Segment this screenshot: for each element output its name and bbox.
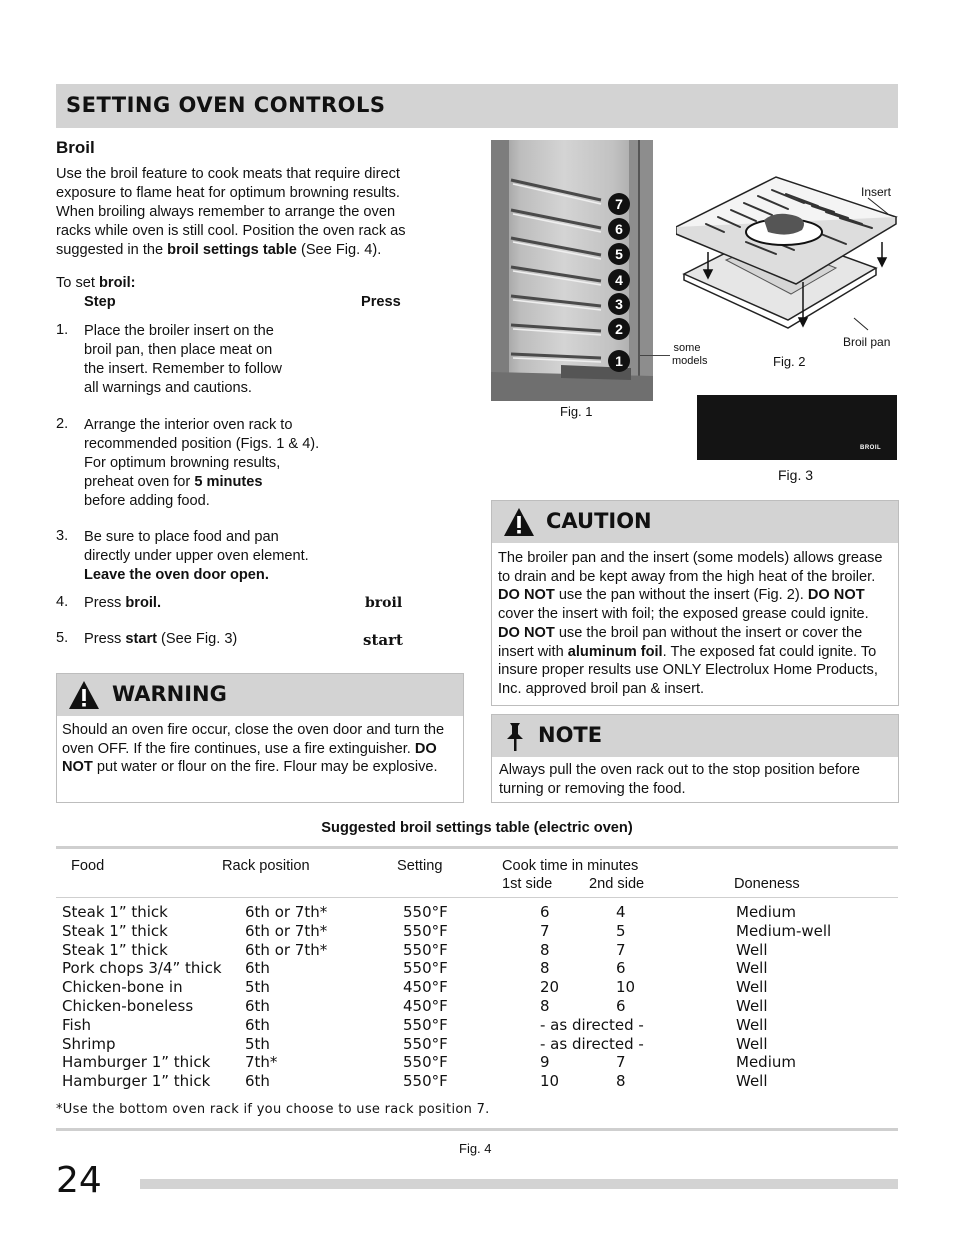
col-header-rack: Rack position [222,858,310,874]
intro-line: When broiling always remember to arrange the oven [56,204,396,220]
intro-line: exposure to flame heat for optimum browning results. [56,185,400,201]
caution-header [492,501,898,543]
warning-bold: DO NOT [62,740,437,776]
table-cell-done: Well [736,1015,768,1034]
table-row [0,903,954,922]
pushpin-icon [504,721,528,753]
table-cell-rack: 6th [245,1015,270,1034]
intro-line [56,241,436,260]
table-cell-s1: 6 [540,903,550,921]
col-header-2nd-side: 2nd side [589,876,645,892]
step-header: Step [84,294,116,310]
rack-number-badge: 5 [608,243,630,265]
caution-body: cover the insert with foil; the exposed grease could ignite. [498,606,869,623]
table-cell-rack: 7th* [245,1053,278,1072]
step-1-text [84,322,282,398]
table-cell-food: Shrimp [62,1034,116,1053]
warning-triangle-icon [67,679,101,711]
warning-body: Should an oven fire occur, close the oven door and turn the oven OFF. If the fire continues, use a fire extinguisher. [62,722,445,757]
caution-bold: DO NOT [498,587,555,604]
table-cell-s2: 10 [616,978,636,997]
warning-body: put water or flour on the fire. Flour may be explosive. [92,759,438,776]
note-text: Always pull the oven rack out to the stop position before turning or removing the food. [499,762,861,797]
table-cell-s1: 10 [540,1072,560,1091]
caution-body: The broiler pan and the insert (some models) allows grease to drain and be kept away from the high heat of the broiler. [498,550,883,585]
caution-bold: DO NOT [498,624,555,641]
step-line: before adding food. [84,493,210,509]
rack-number-badge: 6 [608,218,630,240]
table-cell-rack: 6th or 7th* [245,921,328,940]
table-cell-s1: 9 [540,1053,550,1072]
table-header-rule [56,897,898,898]
table-row [0,941,954,960]
step-text: preheat oven for [84,474,195,490]
table-cell-s1: 8 [540,959,550,978]
table-cell-rack: 6th or 7th* [245,903,328,921]
caution-body: . The exposed fat could ignite. To insure proper results use ONLY Electrolux Home Products, Inc. approved broil pan & insert. [498,643,878,697]
col-header-cook-time: Cook time in minutes [502,858,639,874]
table-cell-s1: 8 [540,997,550,1015]
step-number: 4. [56,594,69,610]
step-bold: broil. [125,595,162,611]
caution-bold: aluminum foil [567,643,663,660]
some-models-label [672,342,708,368]
oven-display-panel [697,395,897,460]
caution-body: use the broil pan without the insert or cover the insert with [498,624,863,660]
rack-number-badge: 2 [608,318,630,340]
table-cell-done: Well [736,978,768,997]
display-broil-indicator: BROIL [860,445,882,451]
table-cell-s2: 8 [616,1072,626,1091]
table-row [0,922,954,941]
caution-text [498,549,893,699]
step-number: 1. [56,322,69,338]
table-cell-done: Medium-well [736,921,832,940]
broil-heading: Broil [56,138,95,157]
caution-bold: DO NOT [807,587,865,604]
table-cell-s2: 5 [616,921,626,940]
intro-line: racks while oven is still cool. Position the oven rack as [56,223,406,239]
table-cell-food: Hamburger 1” thick [62,1072,211,1091]
caution-title: CAUTION [546,509,652,533]
page-number: 24 [56,1160,102,1201]
table-cell-s1: - as directed - [540,1034,644,1053]
table-row [0,1016,954,1035]
table-cell-s2: 7 [616,1053,626,1072]
leader-line [640,355,670,356]
broil-key: broil [365,595,403,611]
table-cell-done: Medium [736,903,796,921]
step-number: 3. [56,528,69,544]
table-cell-done: Well [736,1034,768,1053]
step-text: Press [84,595,126,611]
warning-box [56,673,464,803]
step-5-text [84,630,237,649]
note-header [492,715,898,757]
table-cell-rack: 6th [245,1072,270,1091]
intro-bold: broil settings table [167,242,297,258]
table-title: Suggested broil settings table (electric oven) [321,820,633,836]
step-line [84,473,319,492]
step-3-text [84,528,309,585]
fig-1-caption: Fig. 1 [560,404,593,419]
table-cell-setting: 550°F [403,921,448,940]
table-cell-food: Fish [62,1015,92,1034]
step-line: Place the broiler insert on the [84,323,274,339]
insert-label: Insert [861,185,892,199]
caution-triangle-icon [502,506,536,538]
fig-4-caption: Fig. 4 [459,1141,492,1156]
table-cell-done: Well [736,959,768,978]
table-row [0,1035,954,1054]
table-cell-food: Hamburger 1” thick [62,1053,211,1072]
section-header [56,84,898,128]
to-set-label [56,275,135,291]
start-key: start [363,631,403,649]
step-line: Arrange the interior oven rack to [84,417,293,433]
table-row [0,1072,954,1091]
rack-number-badge: 4 [608,269,630,291]
fig-2-caption: Fig. 2 [773,354,806,369]
broil-intro [56,165,436,260]
intro-text: suggested in the [56,242,168,258]
table-cell-food: Chicken-bone in [62,978,183,997]
oven-interior-image [491,140,653,401]
table-cell-done: Well [736,1072,768,1091]
warning-text [62,721,458,777]
step-line: all warnings and cautions. [84,380,252,396]
table-cell-s2: 6 [616,959,626,978]
to-set-text: To set [56,275,99,291]
col-header-food: Food [71,858,105,874]
table-cell-setting: 450°F [403,997,448,1015]
table-cell-setting: 550°F [403,1015,448,1034]
table-cell-food: Steak 1” thick [62,940,168,959]
table-cell-setting: 450°F [403,978,448,997]
intro-text: (See Fig. 4). [296,242,382,258]
step-line: the insert. Remember to follow [84,361,282,377]
table-cell-s2: 6 [616,997,626,1015]
step-number: 2. [56,416,69,432]
table-row [0,1053,954,1072]
table-cell-setting: 550°F [403,940,448,959]
step-line: Leave the oven door open. [84,567,269,583]
warning-header [57,674,463,716]
caution-body: use the pan without the insert (Fig. 2). [554,587,808,604]
table-cell-s2: 4 [616,903,626,921]
table-cell-food: Pork chops 3/4” thick [62,959,222,978]
table-cell-food: Steak 1” thick [62,921,168,940]
table-cell-rack: 5th [245,978,270,997]
col-header-1st-side: 1st side [502,876,553,892]
table-cell-setting: 550°F [403,903,448,921]
table-cell-s1: - as directed - [540,1015,644,1034]
step-text: Press [84,631,126,647]
step-line: directly under upper oven element. [84,548,309,564]
table-cell-rack: 6th [245,997,270,1015]
table-cell-setting: 550°F [403,1053,448,1072]
table-cell-rack: 6th [245,959,270,978]
step-line: For optimum browning results, [84,455,281,471]
table-row [0,997,954,1016]
table-cell-rack: 5th [245,1034,270,1053]
intro-line: Use the broil feature to cook meats that require direct [56,166,400,182]
broil-pan-label: Broil pan [843,335,891,349]
caution-box [491,500,899,706]
press-header: Press [361,294,401,310]
table-cell-s2: 7 [616,940,626,959]
table-cell-s1: 20 [540,978,560,997]
step-2-text [84,416,319,511]
table-row [0,959,954,978]
table-cell-done: Well [736,997,768,1015]
step-bold: 5 minutes [194,474,263,490]
table-footnote: *Use the bottom oven rack if you choose to use rack position 7. [56,1102,490,1117]
table-cell-setting: 550°F [403,1034,448,1053]
step-number: 5. [56,630,69,646]
step-line: Be sure to place food and pan [84,529,279,545]
table-cell-done: Well [736,940,768,959]
table-cell-s1: 8 [540,940,550,959]
note-box [491,714,899,803]
step-bold: start [125,631,157,647]
rack-number-badge: 1 [608,350,630,372]
step-line: recommended position (Figs. 1 & 4). [84,436,320,452]
table-cell-food: Chicken-boneless [62,997,194,1015]
table-cell-setting: 550°F [403,1072,448,1091]
step-text: (See Fig. 3) [157,631,238,647]
step-4-text [84,594,161,613]
rack-number-badge: 3 [608,293,630,315]
rack-number-badge: 7 [608,193,630,215]
col-header-doneness: Doneness [734,876,800,892]
table-cell-setting: 550°F [403,959,448,978]
step-line: broil pan, then place meat on [84,342,273,358]
warning-title: WARNING [112,682,227,706]
col-header-setting: Setting [397,858,443,874]
label-line: models [672,355,708,367]
table-cell-s1: 7 [540,921,550,940]
table-top-rule [56,846,898,849]
table-row [0,978,954,997]
footer-bar [140,1179,898,1189]
page-title: SETTING OVEN CONTROLS [66,93,386,117]
table-cell-rack: 6th or 7th* [245,940,328,959]
note-title: NOTE [538,723,603,747]
table-cell-food: Steak 1” thick [62,903,168,921]
to-set-bold: broil: [99,275,136,291]
table-cell-done: Medium [736,1053,796,1072]
table-bottom-rule [56,1128,898,1131]
fig-3-caption: Fig. 3 [778,467,814,483]
label-line: some [673,342,701,354]
